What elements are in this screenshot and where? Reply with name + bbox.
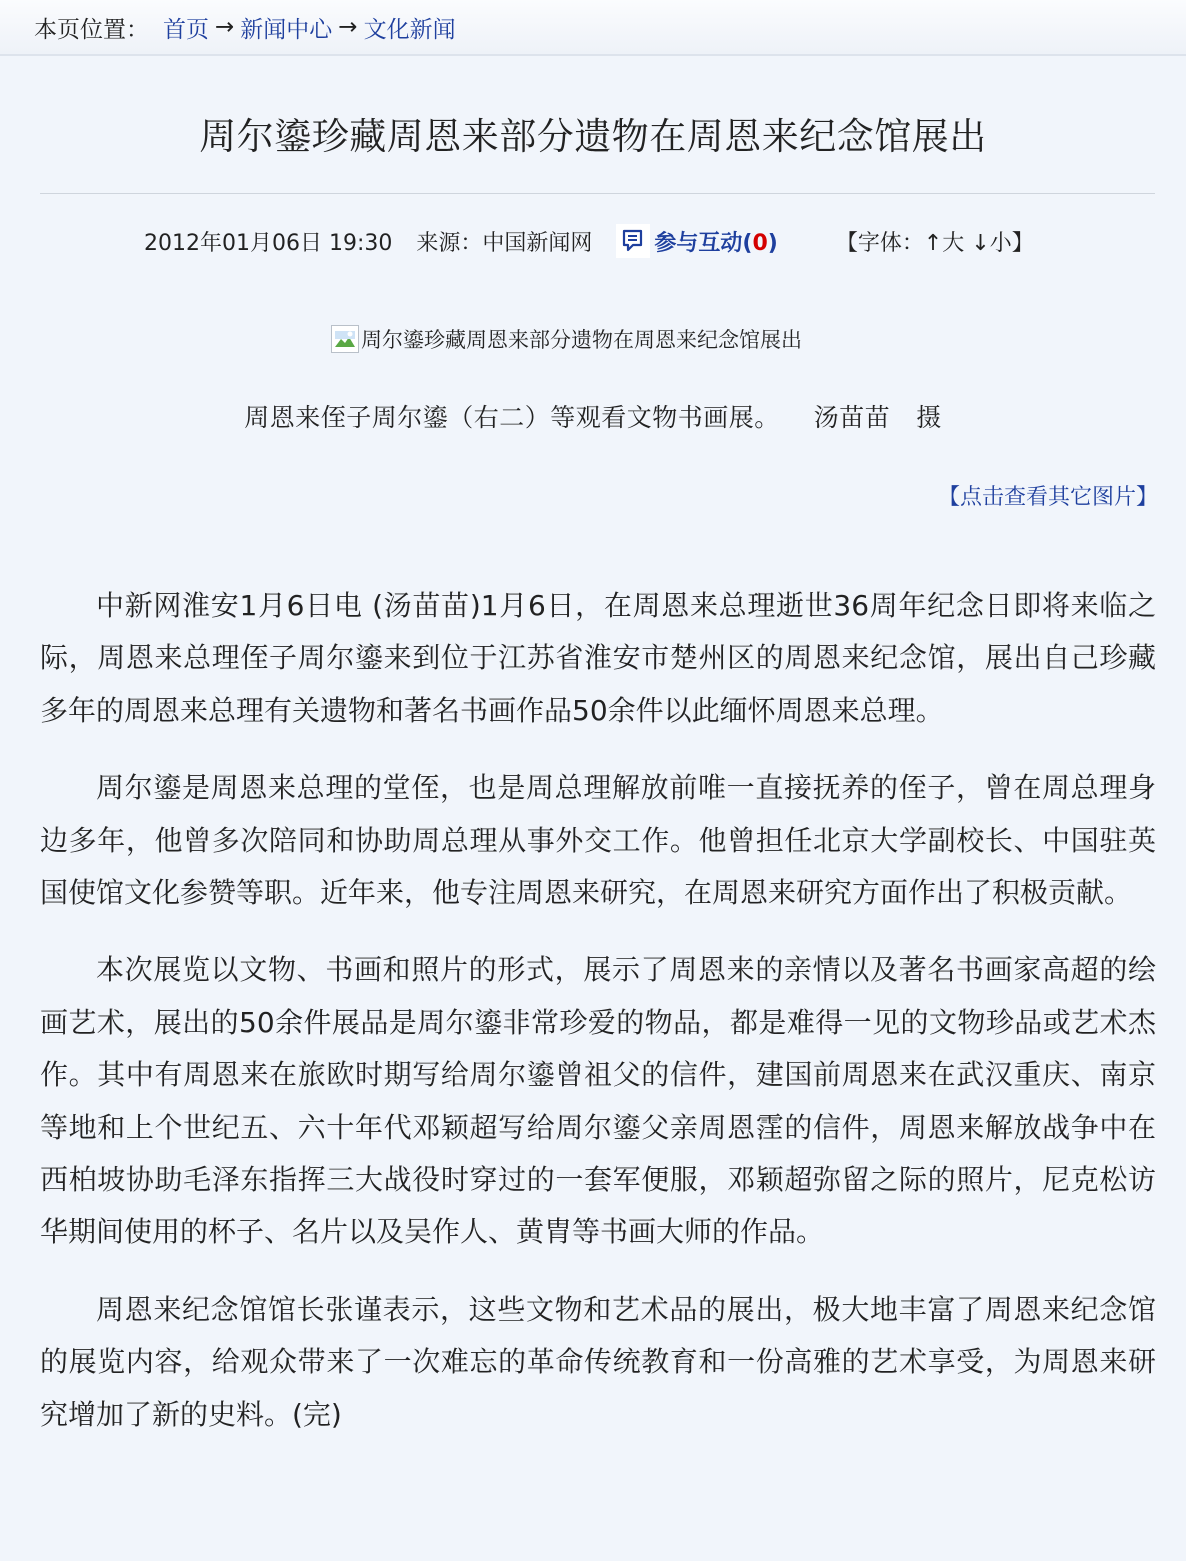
source-wrap	[416, 226, 592, 257]
interact-section[interactable]	[616, 224, 777, 258]
more-photos-link[interactable]: 【点击查看其它图片】	[937, 485, 1158, 510]
interact-link[interactable]: 参与互动(0)	[654, 230, 778, 256]
font-small-button[interactable]: ↓小	[971, 230, 1012, 256]
image-alt-text: 周尔鎏珍藏周恩来部分遗物在周恩来纪念馆展出	[361, 328, 802, 352]
breadcrumb-news-center-link[interactable]: 新闻中心	[240, 16, 333, 43]
breadcrumb-culture-news-link[interactable]: 文化新闻	[363, 16, 456, 43]
comment-icon[interactable]	[616, 224, 650, 258]
publish-datetime: 2012年01月06日 19:30	[144, 230, 393, 256]
article-paragraph: 周恩来纪念馆馆长张谨表示，这些文物和艺术品的展出，极大地丰富了周恩来纪念馆的展览内容，给观众带来了一次难忘的革命传统教育和一份高雅的艺术享受，为周恩来研究增加了新的史料。(完)	[40, 1292, 1156, 1431]
caption-text: 周恩来侄子周尔鎏（右二）等观看文物书画展。	[244, 403, 780, 432]
interact-count[interactable]: 0	[752, 230, 768, 256]
breadcrumb-separator: →	[215, 14, 235, 40]
article-meta	[144, 224, 1034, 258]
interact-label[interactable]: 参与互动	[654, 230, 743, 256]
image-caption	[0, 398, 1186, 434]
caption-credit: 汤苗苗	[813, 403, 891, 432]
source-name: 中国新闻网	[482, 230, 593, 256]
article-image[interactable]	[331, 324, 802, 354]
breadcrumb-label: 本页位置：	[34, 16, 149, 43]
breadcrumb-separator: →	[338, 14, 358, 40]
font-label-open: 【字体：	[835, 230, 924, 256]
article-paragraph: 本次展览以文物、书画和照片的形式，展示了周恩来的亲情以及著名书画家高超的绘画艺术，展出的50余件展品是周尔鎏非常珍爱的物品，都是难得一见的文物珍品或艺术杰作。其中有周恩来在旅欧时期写给周尔鎏曾祖父的信件，建国前周恩来在武汉重庆、南京等地和上个世纪五、六十年代邓颖超写给周尔鎏父亲周恩霔的信件，周恩来解放战争中在西柏坡协助毛泽东指挥三大战役时穿过的一套军便服，邓颖超弥留之际的照片，尼克松访华期间使用的杯子、名片以及吴作人、黄胄等书画大师的作品。	[40, 953, 1156, 1249]
caption-credit-verb: 摄	[916, 403, 942, 432]
broken-image-icon	[331, 325, 359, 353]
source-label: 来源：	[416, 230, 483, 256]
breadcrumb-home-link[interactable]: 首页	[163, 16, 209, 43]
article-body	[40, 580, 1156, 1466]
font-size-control	[836, 226, 1034, 257]
font-large-button[interactable]: ↑大	[923, 230, 965, 256]
font-label-close: 】	[1011, 230, 1034, 256]
breadcrumb	[0, 0, 1186, 56]
article-paragraph: 中新网淮安1月6日电 (汤苗苗)1月6日，在周恩来总理逝世36周年纪念日即将来临之际，周恩来总理侄子周尔鎏来到位于江苏省淮安市楚州区的周恩来纪念馆，展出自己珍藏多年的周恩来总理有关遗物和著名书画作品50余件以此缅怀周恩来总理。	[40, 589, 1156, 727]
title-divider	[40, 193, 1155, 194]
article-paragraph: 周尔鎏是周恩来总理的堂侄，也是周总理解放前唯一直接抚养的侄子，曾在周总理身边多年，他曾多次陪同和协助周总理从事外交工作。他曾担任北京大学副校长、中国驻英国使馆文化参赞等职。近年来，他专注周恩来研究，在周恩来研究方面作出了积极贡献。	[40, 771, 1156, 910]
article-title: 周尔鎏珍藏周恩来部分遗物在周恩来纪念馆展出	[199, 115, 987, 158]
